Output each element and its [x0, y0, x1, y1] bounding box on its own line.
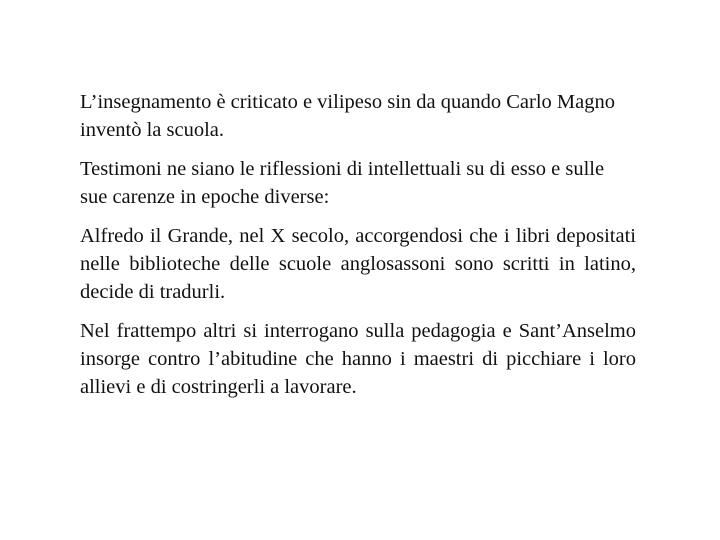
paragraph-alfredo: Alfredo il Grande, nel X secolo, accorgendosi che i libri depositati nelle biblioteche delle scuole anglosassoni sono scritti in latino, decide di tradurli. — [80, 225, 636, 303]
paragraph-testimoni: Testimoni ne siano le riflessioni di intellettuali su di esso e sulle sue carenze in epoche diverse: — [80, 158, 605, 208]
paragraph-carlo-magno: L’insegnamento è criticato e vilipeso sin da quando Carlo Magno inventò la scuola. — [80, 91, 615, 141]
paragraph-anselmo: Nel frattempo altri si interrogano sulla pedagogia e Sant’Anselmo insorge contro l’abitudine che hanno i maestri di picchiare i loro allievi e di costringerli a lavorare. — [80, 320, 636, 398]
text-body — [80, 88, 636, 412]
